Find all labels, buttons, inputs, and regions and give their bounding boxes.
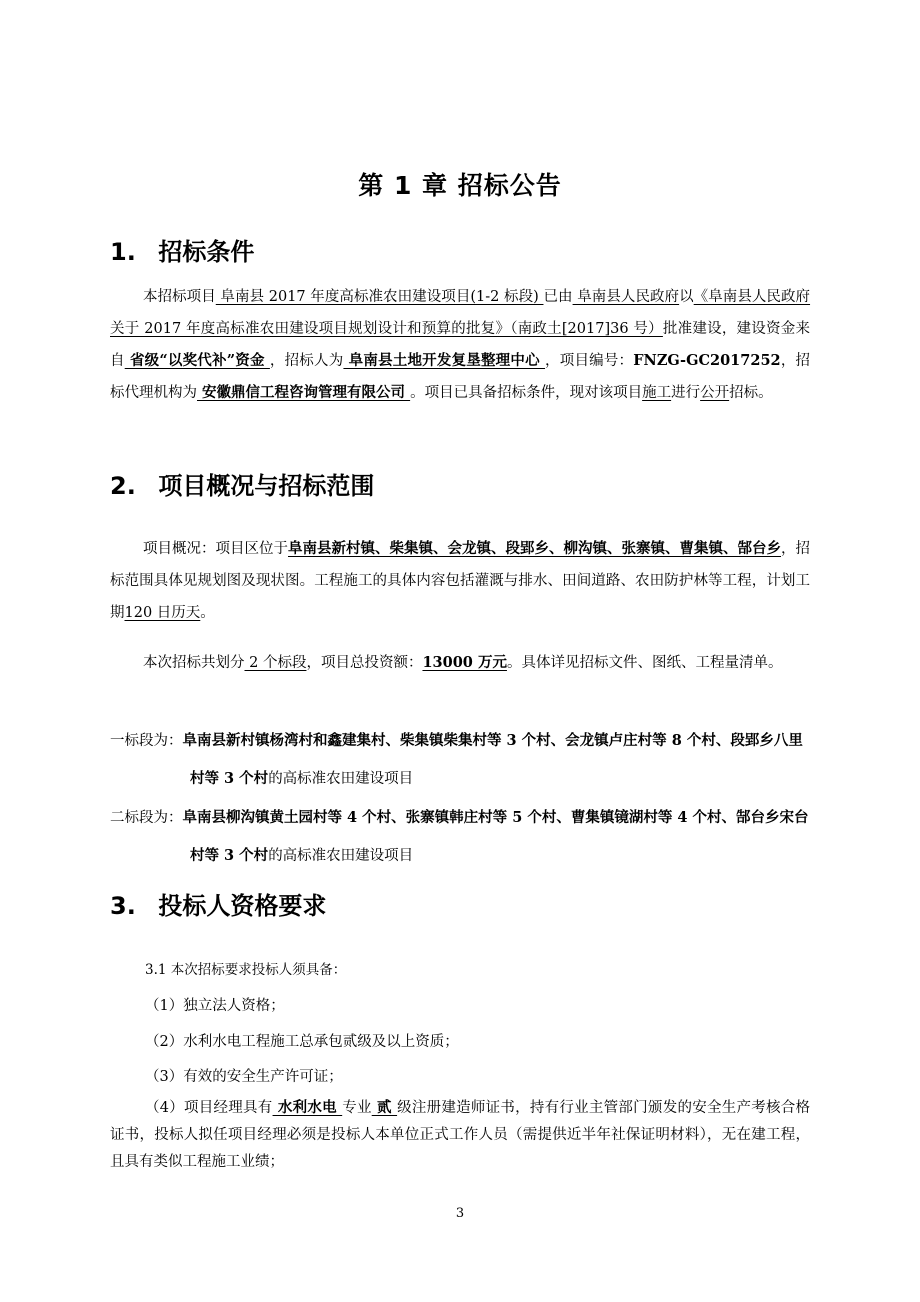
chapter-title: 第 1 章 招标公告 bbox=[358, 171, 562, 200]
text-run: ，招标人为 bbox=[269, 353, 344, 369]
text-run: 以 bbox=[679, 289, 694, 305]
project-name: 阜南县 2017 年度高标准农田建设项目(1-2 标段) bbox=[215, 289, 544, 305]
total-investment: 13000 万元 bbox=[422, 654, 507, 671]
approver: 阜南县人民政府 bbox=[572, 289, 680, 305]
lot-2-label: 二标段为： bbox=[110, 810, 183, 826]
section-3-heading bbox=[110, 886, 326, 921]
text-run: 招标。 bbox=[729, 385, 773, 401]
qualification-item-2: （2）水利水电工程施工总承包贰级及以上资质； bbox=[145, 1034, 459, 1050]
section-2-title: 项目概况与招标范围 bbox=[158, 472, 375, 500]
lot-1-villages: 阜南县新村镇杨湾村和鑫建集村、柴集镇柴集村等 3 个村、会龙镇卢庄村等 8 个村、段郢乡八里村等 3 个村 bbox=[182, 732, 803, 787]
lot-2-villages: 阜南县柳沟镇黄土园村等 4 个村、张寨镇韩庄村等 5 个村、曹集镇镜湖村等 4 个村、郜台乡宋台村等 3 个村 bbox=[182, 809, 809, 864]
lot-1-tail: 的高标准农田建设项目 bbox=[268, 771, 414, 787]
method-word: 公开 bbox=[700, 385, 730, 401]
text-run: 级注册建造师证书，持有行业主管部门颁发的安全生产考核合格证书，投标人拟任项目经理必须是投标人本单位正式工作人员（需提供近半年社保证明材料），无在建工程，且具有类似工程施工业绩； bbox=[110, 1100, 810, 1170]
constructor-grade: 贰 bbox=[371, 1099, 398, 1116]
section-2-heading bbox=[110, 466, 374, 501]
section-2-number: 2. bbox=[110, 472, 136, 500]
qualification-item-1: （1）独立法人资格； bbox=[145, 998, 285, 1014]
section-1-number: 1. bbox=[110, 238, 136, 266]
page-number: 3 bbox=[455, 1206, 465, 1221]
project-location: 阜南县新村镇、柴集镇、会龙镇、段郢乡、柳沟镇、张寨镇、曹集镇、郜台乡 bbox=[288, 540, 781, 557]
constructor-major: 水利水电 bbox=[272, 1099, 343, 1116]
tender-agency: 安徽鼎信工程咨询管理有限公司 bbox=[197, 384, 411, 401]
lot-count: 2 个标段 bbox=[244, 655, 307, 671]
lot-1-description bbox=[110, 722, 810, 798]
section-1-paragraph bbox=[110, 281, 810, 409]
text-run: 项目概况：项目区位于 bbox=[143, 541, 288, 557]
construction-period: 120 日历天 bbox=[124, 605, 201, 621]
text-run: 。项目已具备招标条件，现对该项目 bbox=[410, 385, 643, 401]
text-run: ，招标代理机构为 bbox=[110, 353, 811, 401]
text-run: 专业 bbox=[342, 1100, 372, 1116]
project-overview-paragraph bbox=[110, 533, 810, 629]
section-1-heading bbox=[110, 232, 254, 267]
lot-2-description bbox=[110, 799, 810, 875]
text-run: ，项目总投资额： bbox=[306, 655, 423, 671]
fund-source: 省级“以奖代补”资金 bbox=[124, 352, 270, 369]
text-run: ，招标范围具体见规划图及现状图。工程施工的具体内容包括灌溉与排水、田间道路、农田防护林等工程，计划工期 bbox=[110, 541, 810, 621]
qualification-item-4 bbox=[110, 1094, 810, 1176]
lot-2-tail: 的高标准农田建设项目 bbox=[268, 848, 414, 864]
text-run: ，项目编号： bbox=[545, 353, 634, 369]
text-run: 。具体详见招标文件、图纸、工程量清单。 bbox=[506, 655, 783, 671]
tenderer: 阜南县土地开发复垦整理中心 bbox=[343, 352, 546, 369]
text-run: 批准建设，建设资金来自 bbox=[110, 321, 810, 369]
qualification-item-3: （3）有效的安全生产许可证； bbox=[145, 1069, 343, 1085]
text-run: 已由 bbox=[543, 289, 573, 305]
project-number: FNZG-GC2017252 bbox=[633, 352, 781, 369]
lots-paragraph bbox=[110, 647, 810, 679]
lot-1-label: 一标段为： bbox=[110, 733, 183, 749]
text-run: 本招标项目 bbox=[143, 289, 216, 305]
text-run: 进行 bbox=[671, 385, 701, 401]
approval-document: 《阜南县人民政府关于 2017 年度高标准农田建设项目规划设计和预算的批复》（南政土[2017]36 号） bbox=[110, 289, 811, 337]
section-3-title: 投标人资格要求 bbox=[158, 892, 327, 920]
text-run: 。 bbox=[200, 605, 215, 621]
scope-word: 施工 bbox=[642, 385, 672, 401]
section-1-title: 招标条件 bbox=[158, 238, 255, 266]
text-run: （4）项目经理具有 bbox=[145, 1100, 273, 1116]
qualification-intro: 3.1 本次招标要求投标人须具备： bbox=[145, 962, 347, 978]
section-3-number: 3. bbox=[110, 892, 136, 920]
text-run: 本次招标共划分 bbox=[143, 655, 245, 671]
